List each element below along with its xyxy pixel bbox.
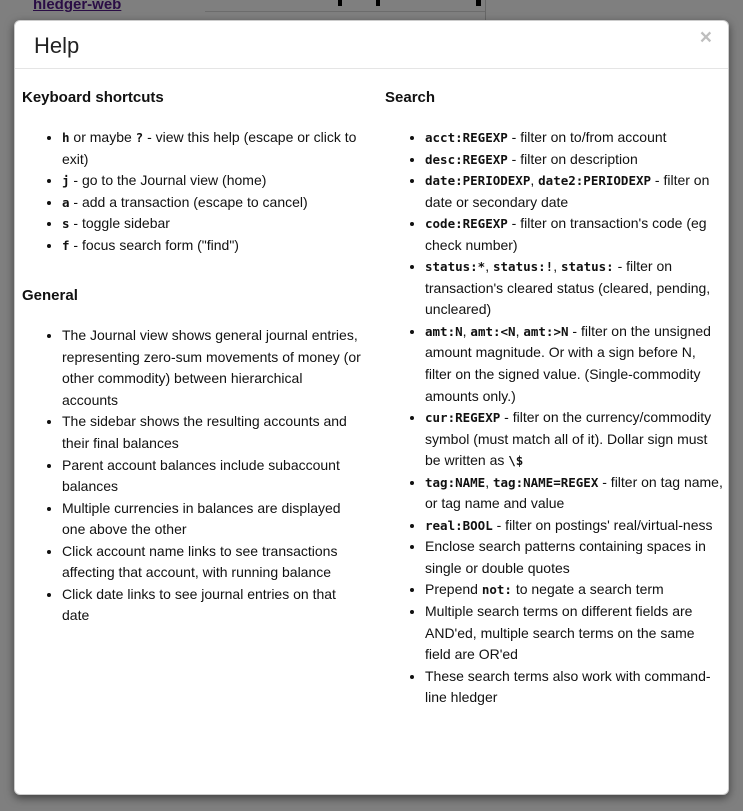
help-item: • Click date links to see journal entries on that date: [62, 584, 361, 627]
modal-title: Help: [34, 33, 80, 58]
help-modal: [14, 20, 729, 795]
section-heading: Search: [385, 89, 436, 106]
code-term: amt:>N: [523, 323, 569, 339]
help-item: • s - toggle sidebar: [62, 213, 361, 235]
help-list: [22, 325, 361, 627]
code-term: j: [62, 173, 70, 189]
modal-body: [15, 69, 728, 779]
code-term: status:!: [493, 259, 554, 275]
help-item: • The sidebar shows the resulting accounts and their final balances: [62, 411, 361, 454]
help-item: • tag:NAME, tag:NAME=REGEX - filter on tag name, or tag name and value: [425, 472, 724, 515]
code-term: code:REGEXP: [425, 216, 508, 232]
help-item: • f - focus search form ("find"): [62, 235, 361, 257]
code-term: \$: [508, 453, 524, 469]
help-item: • Enclose search patterns containing spaces in single or double quotes: [425, 536, 724, 579]
help-list: [22, 127, 361, 256]
modal-header: [15, 21, 728, 69]
code-term: amt:N: [425, 323, 463, 339]
help-item: • code:REGEXP - filter on transaction's code (eg check number): [425, 213, 724, 256]
code-term: s: [62, 216, 70, 232]
code-term: a: [62, 194, 70, 210]
code-term: real:BOOL: [425, 517, 493, 533]
help-item: • cur:REGEXP - filter on the currency/commodity symbol (must match all of it). Dollar sign must be written as \$: [425, 407, 724, 472]
code-term: tag:NAME: [425, 474, 486, 490]
code-term: cur:REGEXP: [425, 410, 501, 426]
section-heading: Keyboard shortcuts: [22, 89, 164, 106]
help-item: • These search terms also work with command-line hledger: [425, 666, 724, 709]
help-item: • The Journal view shows general journal entries, representing zero-sum movements of money (or other commodity) between hierarchical accounts: [62, 325, 361, 411]
code-term: desc:REGEXP: [425, 151, 508, 167]
help-item: • Multiple currencies in balances are displayed one above the other: [62, 498, 361, 541]
help-item: • Multiple search terms on different fields are AND'ed, multiple search terms on the same field are OR'ed: [425, 601, 724, 666]
code-term: acct:REGEXP: [425, 130, 508, 145]
help-item: • real:BOOL - filter on postings' real/virtual-ness: [425, 515, 724, 537]
help-column-left: [22, 88, 385, 739]
code-term: date:PERIODEXP: [425, 173, 531, 189]
help-item: • j - go to the Journal view (home): [62, 170, 361, 192]
help-item: • Prepend not: to negate a search term: [425, 579, 724, 601]
code-term: status:: [561, 259, 614, 275]
code-term: date2:PERIODEXP: [538, 173, 652, 189]
help-column-right: [385, 88, 724, 739]
code-term: not:: [481, 582, 512, 598]
code-term: ?: [135, 130, 144, 145]
close-icon[interactable]: ×: [699, 26, 712, 49]
help-item: • a - add a transaction (escape to cancel): [62, 192, 361, 214]
code-term: tag:NAME=REGEX: [493, 474, 599, 490]
code-term: h: [62, 130, 70, 145]
help-item: • acct:REGEXP - filter on to/from account: [425, 127, 724, 149]
help-item: • date:PERIODEXP, date2:PERIODEXP - filter on date or secondary date: [425, 170, 724, 213]
help-item: • h or maybe ? - view this help (escape or click to exit): [62, 127, 361, 170]
help-item: • amt:N, amt:<N, amt:>N - filter on the unsigned amount magnitude. Or with a sign before N, filter on the signed value. (Single-commodity amounts only.): [425, 321, 724, 407]
code-term: status:*: [425, 259, 486, 275]
code-term: f: [62, 237, 70, 253]
help-list: [385, 127, 724, 709]
section-heading: General: [22, 287, 78, 305]
help-item: • Click account name links to see transactions affecting that account, with running balance: [62, 541, 361, 584]
code-term: amt:<N: [470, 323, 516, 339]
help-item: • desc:REGEXP - filter on description: [425, 149, 724, 171]
help-item: • status:*, status:!, status: - filter on transaction's cleared status (cleared, pending, uncleared): [425, 256, 724, 321]
help-item: • Parent account balances include subaccount balances: [62, 455, 361, 498]
